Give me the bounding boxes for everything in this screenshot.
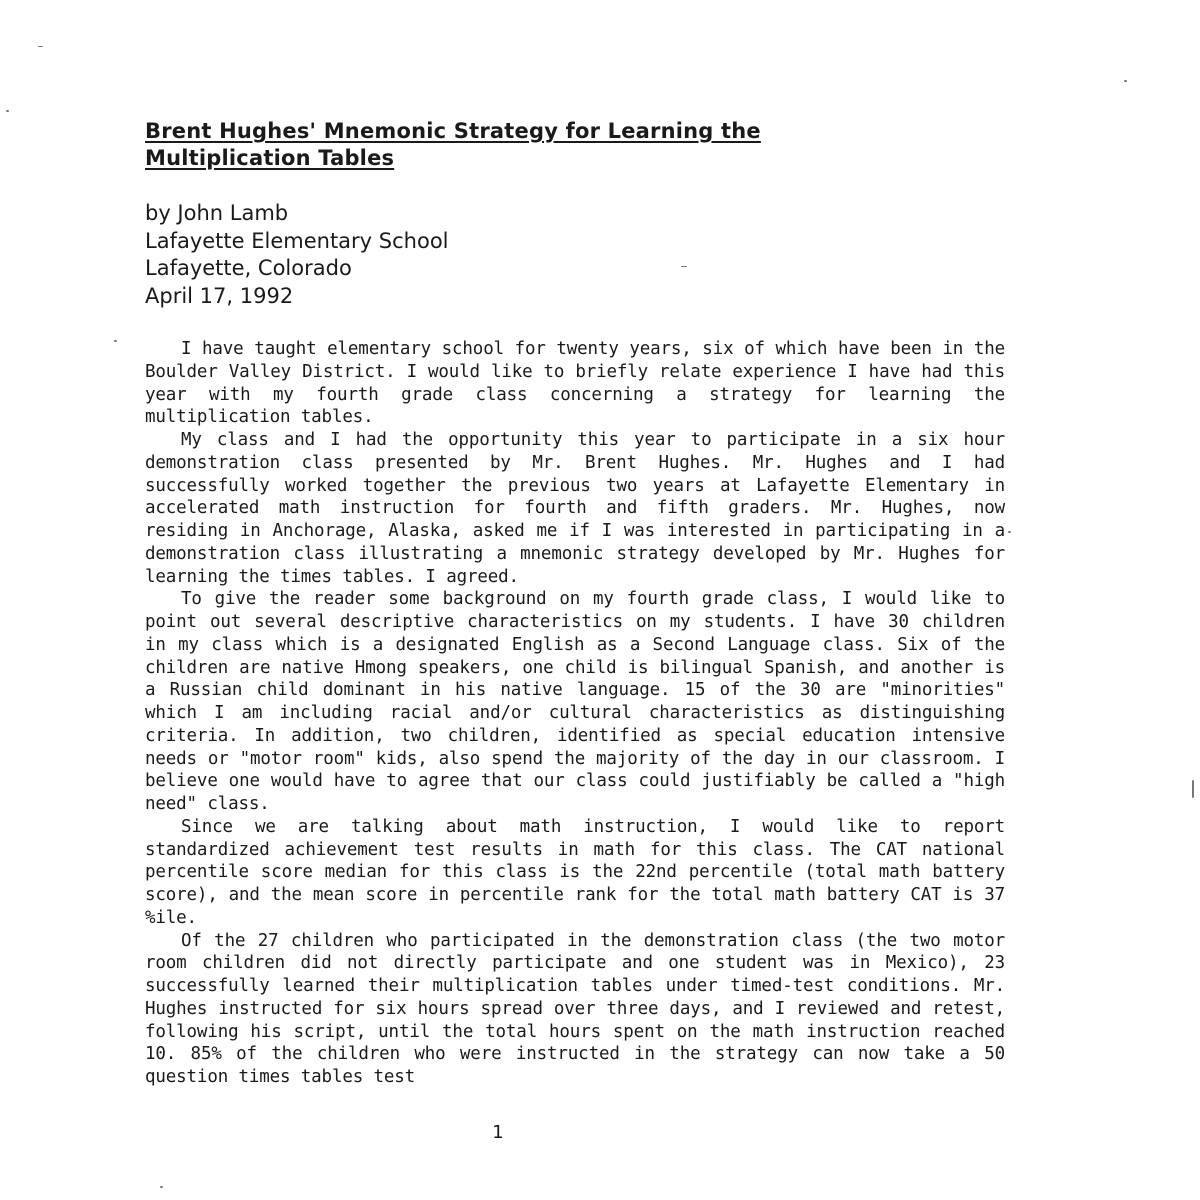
document-title: Brent Hughes' Mnemonic Strategy for Learning the Multiplication Tables [145,119,761,170]
paragraph: Since we are talking about math instruction, I would like to report standardized achievement test results in math for this class. The CAT national percentile score median for this class is the 22nd percentile (total math battery score), and the mean score in percentile rank for the total math battery CAT is 37 %ile. [145,816,1005,928]
scan-speck [160,1186,163,1188]
body-text [145,338,1005,1089]
school-line: Lafayette Elementary School [145,228,449,253]
scan-speck [1192,780,1194,798]
scan-speck [1008,531,1011,533]
date-line: April 17, 1992 [145,283,294,308]
page-number: 1 [492,1122,504,1143]
scan-speck [1124,80,1127,82]
paragraph: To give the reader some background on my fourth grade class, I would like to point out several descriptive characteristics on my students. I have 30 children in my class which is a designated English as a Second Language class. Six of the children are native Hmong speakers, one child is bilingual Spanish, and another is a Russian child dominant in his native language. 15 of the 30 are "minorities" which I am including racial and/or cultural characteristics as distinguishing criteria. In addition, two children, identified as special education intensive needs or "motor room" kids, also spend the majority of the day in our classroom. I believe one would have to agree that our class could justifiably be called a "high need" class. [145,589,1005,814]
paragraph: Of the 27 children who participated in the demonstration class (the two motor room children did not directly participate and one student was in Mexico), 23 successfully learned their multiplication tables under timed-test conditions. Mr. Hughes instructed for six hours spread over three days, and I reviewed and retest, following his script, until the total hours spent on the math instruction reached 10. 85% of the children who were instructed in the strategy can now take a 50 question times tables test [145,930,1005,1087]
author-block [145,200,745,310]
paragraph: My class and I had the opportunity this year to participate in a six hour demonstration class presented by Mr. Brent Hughes. Mr. Hughes and I had successfully worked together the previous two years at Lafayette Elementary in accelerated math instruction for fourth and fifth graders. Mr. Hughes, now residing in Anchorage, Alaska, asked me if I was interested in participating in a demonstration class illustrating a mnemonic strategy developed by Mr. Hughes for learning the times tables. I agreed. [145,430,1005,587]
scan-speck [114,340,117,342]
author-line: by John Lamb [145,201,289,225]
scan-speck [6,110,9,112]
scan-speck [38,46,43,47]
location-line: Lafayette, Colorado [145,256,352,280]
scan-speck [681,266,687,267]
paragraph: I have taught elementary school for twenty years, six of which have been in the Boulder Valley District. I would like to briefly relate experience I have had this year with my fourth grade class concerning a strategy for learning the multiplication tables. [145,339,1005,428]
